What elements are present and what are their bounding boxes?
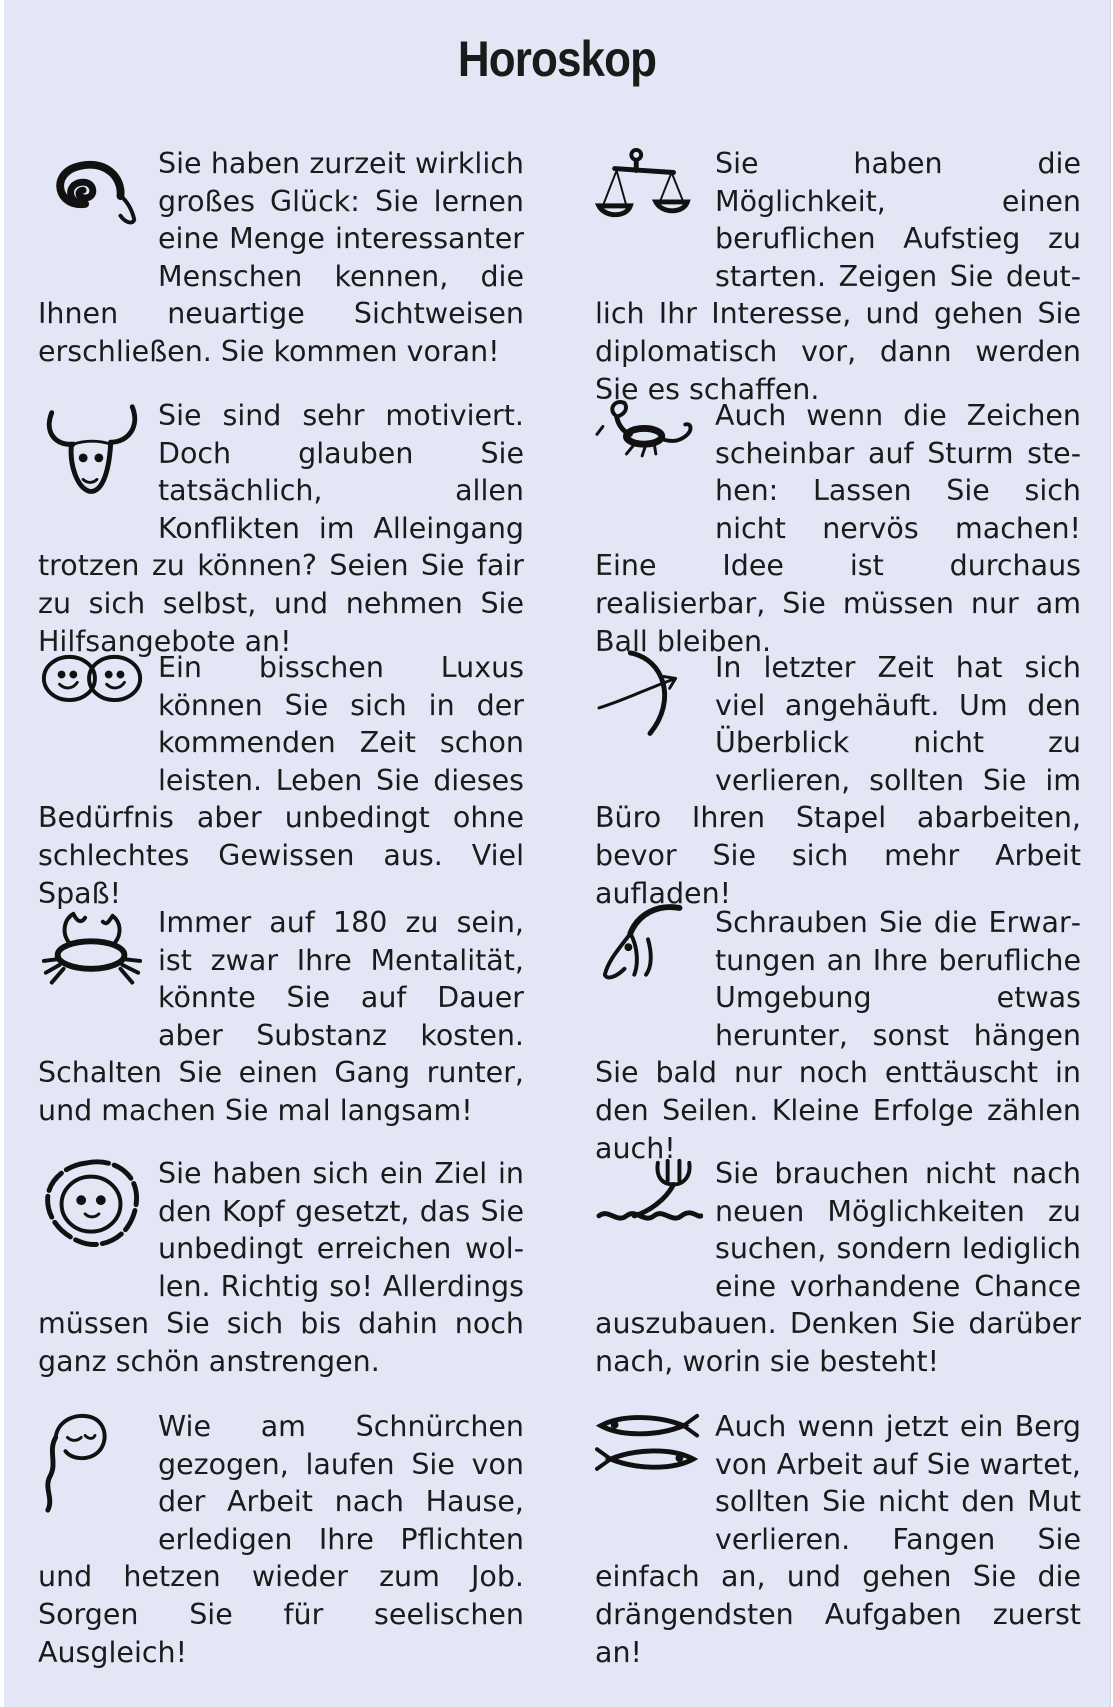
taurus-icon <box>38 397 148 510</box>
horoscope-text: Wie am Schnürchen gezogen, laufen Sie von der Arbeit nach Hause, erledigen Ihre Pflichten und hetzen wieder zum Job. Sorgen Sie für seelischen Ausgleich! <box>38 1410 524 1669</box>
page-title: Horoskop <box>457 31 657 87</box>
horoscope-text: Auch wenn jetzt ein Berg von Arbeit auf Sie wartet, sollten Sie nicht den Mut verlieren. Fangen Sie einfach an, und gehen Sie die drängendsten Aufgaben zuerst an! <box>595 1410 1081 1669</box>
horoscope-text: Schrauben Sie die Erwartungen an Ihre berufliche Umgebung etwas herunter, sonst hängen Sie bald nur noch enttäuscht in den Seilen. Kleine Erfolge zählen auch! <box>595 906 1081 1165</box>
horoscope-text: Auch wenn die Zeichen scheinbar auf Sturm stehen: Lassen Sie sich nicht nervös machen! Eine Idee ist durchaus realisierbar, Sie müssen nur am Ball bleiben. <box>595 399 1081 658</box>
horoscope-entry-capricorn <box>595 904 1081 1167</box>
virgo-icon <box>38 1408 148 1521</box>
aquarius-icon <box>595 1155 705 1268</box>
horoscope-entry-cancer <box>38 904 524 1130</box>
horoscope-text: In letzter Zeit hat sich viel angehäuft. Um den Überblick nicht zu verlieren, sollten Sie im Büro Ihren Stapel abarbeiten, bevor Sie sich mehr Arbeit aufladen! <box>595 651 1081 910</box>
scorpio-icon <box>595 397 705 510</box>
horoscope-entry-sagittarius <box>595 649 1081 912</box>
horoscope-text: Sie haben die Möglichkeit, einen beruflichen Aufstieg zu starten. Zeigen Sie deutlich Ihr Interesse, und gehen Sie diplomatisch vor, dann werden Sie es schaffen. <box>595 147 1081 406</box>
horoscope-entry-scorpio <box>595 397 1081 660</box>
horoscope-entry-taurus <box>38 397 524 660</box>
horoscope-text: Sie haben zurzeit wirklich großes Glück: Sie lernen eine Menge interessanter Menschen kennen, die Ihnen neuartige Sichtweisen erschließen. Sie kommen voran! <box>38 147 524 368</box>
cancer-icon <box>38 904 148 1017</box>
gemini-icon <box>38 649 148 762</box>
horoscope-entry-aquarius <box>595 1155 1081 1381</box>
horoscope-entry-virgo <box>38 1408 524 1671</box>
horoscope-text: Immer auf 180 zu sein, ist zwar Ihre Mentalität, könnte Sie auf Dauer aber Substanz kosten. Schalten Sie einen Gang runter, und machen Sie mal langsam! <box>38 906 524 1127</box>
horoscope-text: Sie brauchen nicht nach neuen Möglichkeiten zu suchen, sondern lediglich eine vorhandene Chance auszubauen. Denken Sie darüber nach, worin sie besteht! <box>595 1157 1081 1378</box>
pisces-icon <box>595 1408 705 1521</box>
horoscope-entry-libra <box>595 145 1081 408</box>
horoscope-entry-gemini <box>38 649 524 912</box>
aries-icon <box>38 145 148 258</box>
capricorn-icon <box>595 904 705 1017</box>
horoscope-entry-aries <box>38 145 524 371</box>
horoscope-text: Sie haben sich ein Ziel in den Kopf gesetzt, das Sie unbedingt erreichen wollen. Richtig so! Allerdings müssen Sie sich bis dahin noch ganz schön anstrengen. <box>38 1157 524 1378</box>
horoscope-entry-leo <box>38 1155 524 1381</box>
libra-icon <box>595 145 705 258</box>
horoscope-text: Sie sind sehr motiviert. Doch glauben Sie tatsächlich, allen Konflikten im Alleingang trotzen zu können? Seien Sie fair zu sich selbst, und nehmen Sie Hilfsangebote an! <box>38 399 524 658</box>
horoscope-entry-pisces <box>595 1408 1081 1671</box>
horoscope-page <box>4 0 1111 1707</box>
horoscope-text: Ein bisschen Luxus können Sie sich in der kommenden Zeit schon leisten. Leben Sie dieses Bedürfnis aber unbedingt ohne schlechtes Gewissen aus. Viel Spaß! <box>38 651 524 910</box>
sagittarius-icon <box>595 649 705 762</box>
leo-icon <box>38 1155 148 1268</box>
